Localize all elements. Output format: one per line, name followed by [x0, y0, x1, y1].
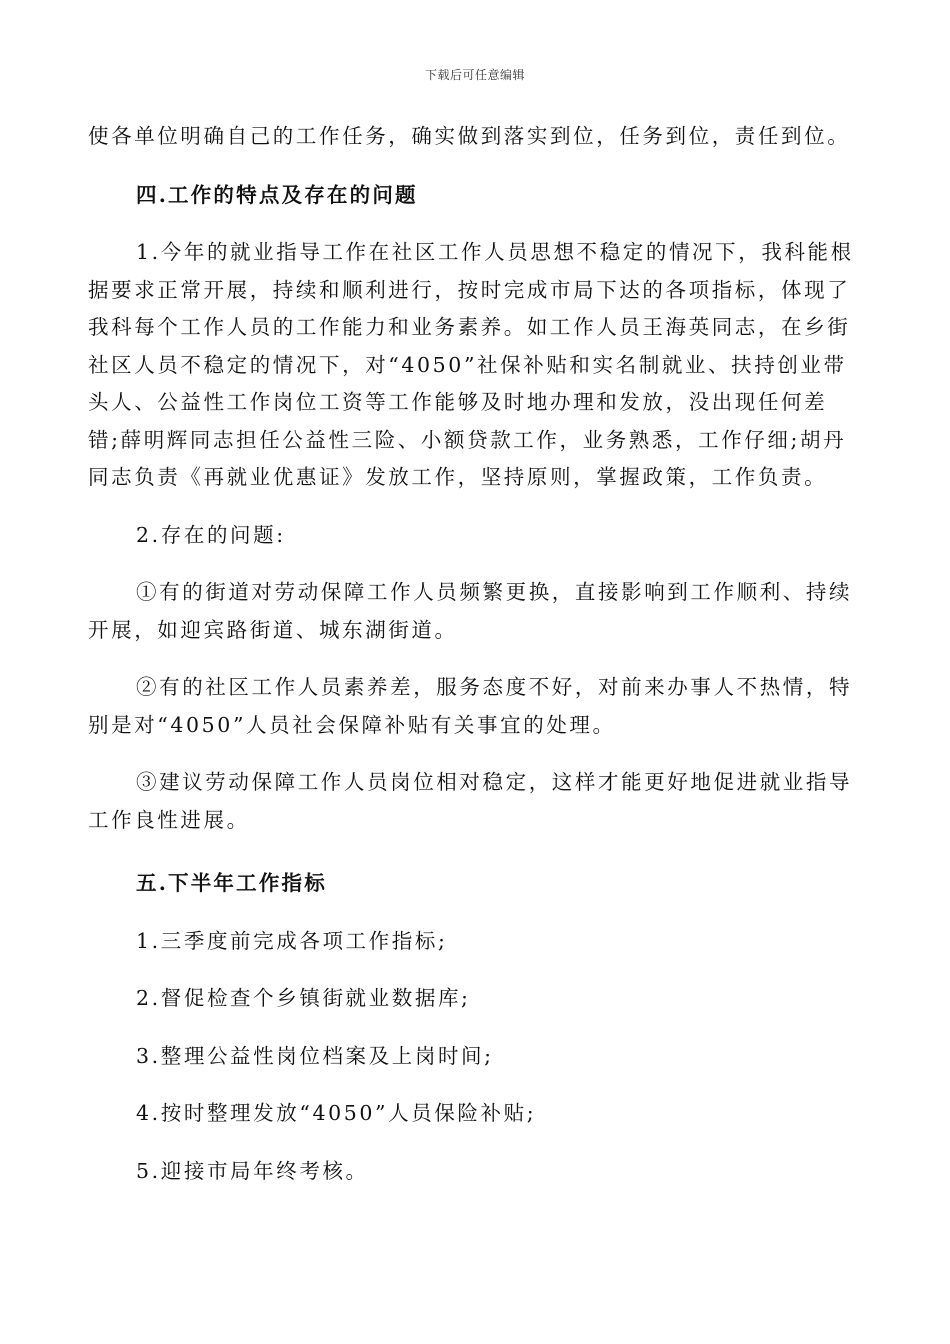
document-body: [88, 118, 858, 1190]
list-item-5: 5.迎接市局年终考核。: [136, 1158, 369, 1183]
list-item-1: 1.三季度前完成各项工作指标;: [136, 928, 448, 953]
section-heading-5: 五.下半年工作指标: [136, 871, 327, 895]
paragraph-problems-title: 2.存在的问题:: [136, 522, 286, 547]
paragraph-continuation: 使各单位明确自己的工作任务，确实做到落实到位，任务到位，责任到位。: [88, 124, 851, 148]
paragraph-work-features: 1.今年的就业指导工作在社区工作人员思想不稳定的情况下，我科能根据要求正常开展，持续和顺利进行，按时完成市局下达的各项指标，体现了我科每个工作人员的工作能力和业务素养。如工作人员王海英同志，在乡街社区人员不稳定的情况下，对“4050”社保补贴和实名制就业、扶持创业带头人、公益性工作岗位工资等工作能够及时地办理和发放，没出现任何差错;薛明辉同志担任公益性三险、小额贷款工作，业务熟悉，工作仔细;胡丹同志负责《再就业优惠证》发放工作，坚持原则，掌握政策，工作负责。: [88, 240, 854, 489]
list-item-4: 4.按时整理发放“4050”人员保险补贴;: [136, 1101, 537, 1125]
paragraph-problem-2: ②有的社区工作人员素养差，服务态度不好，对前来办事人不热情，特别是对“4050”人员社会保障补贴有关事宜的处理。: [88, 675, 853, 737]
paragraph-problem-3: ③建议劳动保障工作人员岗位相对稳定，这样才能更好地促进就业指导工作良性进展。: [88, 770, 853, 832]
section-heading-4: 四.工作的特点及存在的问题: [136, 182, 418, 207]
paragraph-problem-1: ①有的街道对劳动保障工作人员频繁更换，直接影响到工作顺利、持续开展，如迎宾路街道、城东湖街道。: [88, 580, 853, 642]
list-item-3: 3.整理公益性岗位档案及上岗时间;: [136, 1043, 494, 1068]
list-item-2: 2.督促检查个乡镇街就业数据库;: [136, 986, 471, 1010]
page-header-note: 下载后可任意编辑: [424, 68, 525, 82]
